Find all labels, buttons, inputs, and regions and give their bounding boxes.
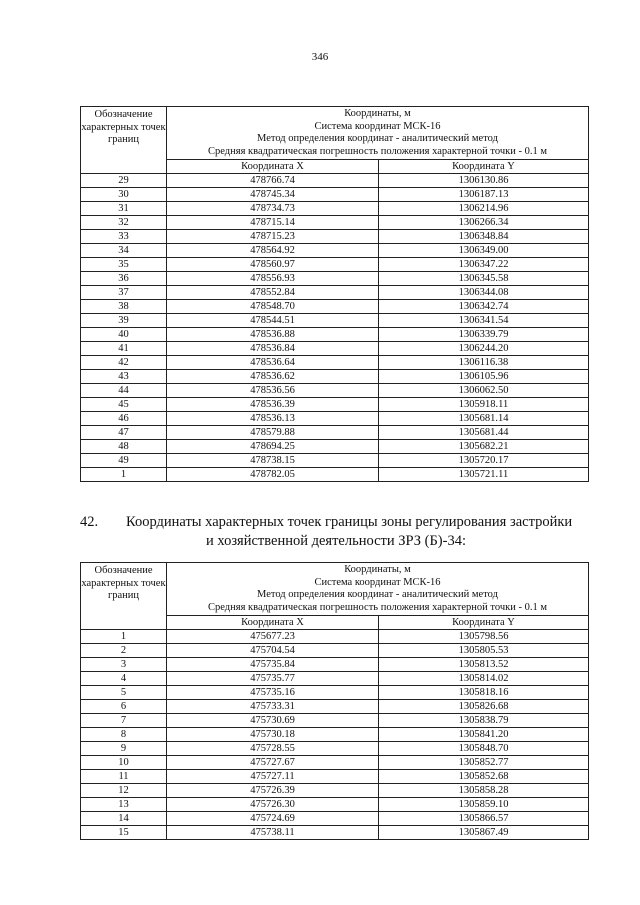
point-number-cell: 30 [81, 188, 167, 202]
table-row [81, 630, 589, 644]
point-number-cell: 31 [81, 202, 167, 216]
point-number-cell: 8 [81, 728, 167, 742]
coordinate-y-cell: 1305805.53 [379, 644, 589, 658]
point-number-cell: 45 [81, 398, 167, 412]
table-row [81, 398, 589, 412]
coordinate-x-cell: 475730.18 [167, 728, 379, 742]
table-row [81, 798, 589, 812]
point-number-cell: 49 [81, 454, 167, 468]
coordinate-x-cell: 475735.77 [167, 672, 379, 686]
coordinate-x-cell: 475704.54 [167, 644, 379, 658]
table-row [81, 658, 589, 672]
coordinate-x-cell: 478738.15 [167, 454, 379, 468]
table-row [81, 272, 589, 286]
coordinate-x-cell: 475730.69 [167, 714, 379, 728]
page-number: 346 [311, 51, 329, 63]
accuracy-note: Средняя квадратическая погрешность положения характерной точки - 0.1 м [208, 145, 547, 157]
table-row [81, 258, 589, 272]
coordinate-y-cell: 1306116.38 [379, 356, 589, 370]
table-row [81, 440, 589, 454]
point-number-cell: 6 [81, 700, 167, 714]
coordinate-y-cell: 1305858.28 [379, 784, 589, 798]
coordinate-x-cell: 478544.51 [167, 314, 379, 328]
table-header-row [81, 107, 589, 160]
coordinate-x-cell: 478536.56 [167, 384, 379, 398]
coordinate-y-cell: 1306130.86 [379, 174, 589, 188]
coordinate-x-cell: 475677.23 [167, 630, 379, 644]
table-row [81, 286, 589, 300]
table-row [81, 384, 589, 398]
point-number-cell: 32 [81, 216, 167, 230]
col-x-header: Координата X [167, 160, 379, 174]
table-row [81, 770, 589, 784]
point-number-cell: 13 [81, 798, 167, 812]
coordinates-header [167, 107, 589, 160]
coordinate-y-cell: 1305814.02 [379, 672, 589, 686]
point-number-cell: 3 [81, 658, 167, 672]
point-number-cell: 36 [81, 272, 167, 286]
coordinate-x-cell: 478734.73 [167, 202, 379, 216]
point-number-cell: 43 [81, 370, 167, 384]
coordinate-x-cell: 478715.23 [167, 230, 379, 244]
coordinates-header [167, 563, 589, 616]
table-row [81, 328, 589, 342]
table-row [81, 468, 589, 482]
point-number-cell: 11 [81, 770, 167, 784]
coordinate-y-cell: 1305867.49 [379, 826, 589, 840]
point-number-cell: 47 [81, 426, 167, 440]
table-row [81, 742, 589, 756]
point-number-cell: 33 [81, 230, 167, 244]
table-row [81, 700, 589, 714]
coordinate-y-cell: 1305818.16 [379, 686, 589, 700]
point-number-cell: 10 [81, 756, 167, 770]
coordinate-y-cell: 1305852.77 [379, 756, 589, 770]
table-row [81, 342, 589, 356]
section-number: 42. [80, 514, 99, 530]
table-row [81, 812, 589, 826]
coordinate-y-cell: 1306341.54 [379, 314, 589, 328]
col-y-header: Координата Y [379, 616, 589, 630]
table-row [81, 370, 589, 384]
coordinates-title: Координаты, м [344, 564, 411, 575]
coordinate-y-cell: 1306214.96 [379, 202, 589, 216]
col-y-header: Координата Y [379, 160, 589, 174]
point-number-cell: 1 [81, 630, 167, 644]
coordinate-y-cell: 1306345.58 [379, 272, 589, 286]
coordinate-system: Система координат МСК-16 [314, 120, 441, 132]
coordinate-y-cell: 1306344.08 [379, 286, 589, 300]
coordinate-y-cell: 1306349.00 [379, 244, 589, 258]
coordinates-title: Координаты, м [344, 108, 411, 119]
point-number-cell: 2 [81, 644, 167, 658]
col-x-header: Координата X [167, 616, 379, 630]
table-row [81, 672, 589, 686]
coordinate-y-cell: 1306339.79 [379, 328, 589, 342]
coordinate-x-cell: 475726.30 [167, 798, 379, 812]
coordinate-x-cell: 478536.62 [167, 370, 379, 384]
table-row [81, 216, 589, 230]
coordinate-x-cell: 478579.88 [167, 426, 379, 440]
table-row [81, 230, 589, 244]
table-row [81, 686, 589, 700]
point-number-cell: 37 [81, 286, 167, 300]
coordinate-x-cell: 478536.13 [167, 412, 379, 426]
coordinate-x-cell: 478564.92 [167, 244, 379, 258]
coordinates-table-1 [80, 106, 589, 482]
point-number-cell: 40 [81, 328, 167, 342]
coordinate-x-cell: 478782.05 [167, 468, 379, 482]
points-label-header: Обозначение характерных точек границ [81, 563, 167, 630]
point-number-cell: 44 [81, 384, 167, 398]
determination-method: Метод определения координат - аналитический метод [257, 133, 498, 144]
point-number-cell: 46 [81, 412, 167, 426]
point-number-cell: 39 [81, 314, 167, 328]
points-label-header: Обозначение характерных точек границ [81, 107, 167, 174]
coordinate-x-cell: 478556.93 [167, 272, 379, 286]
point-number-cell: 4 [81, 672, 167, 686]
coordinates-table-2 [80, 562, 589, 840]
coordinate-y-cell: 1306342.74 [379, 300, 589, 314]
table-row [81, 356, 589, 370]
coordinate-x-cell: 478548.70 [167, 300, 379, 314]
point-number-cell: 38 [81, 300, 167, 314]
coordinate-y-cell: 1305682.21 [379, 440, 589, 454]
coordinate-x-cell: 478536.84 [167, 342, 379, 356]
coordinate-x-cell: 478536.64 [167, 356, 379, 370]
coordinate-y-cell: 1306244.20 [379, 342, 589, 356]
coordinate-x-cell: 475726.39 [167, 784, 379, 798]
coordinate-y-cell: 1305721.11 [379, 468, 589, 482]
table-row [81, 412, 589, 426]
coordinate-y-cell: 1305798.56 [379, 630, 589, 644]
table-row [81, 714, 589, 728]
point-number-cell: 29 [81, 174, 167, 188]
point-number-cell: 34 [81, 244, 167, 258]
point-number-cell: 42 [81, 356, 167, 370]
table-row [81, 756, 589, 770]
coordinate-y-cell: 1306105.96 [379, 370, 589, 384]
table-row [81, 202, 589, 216]
table-row [81, 244, 589, 258]
coordinate-y-cell: 1305848.70 [379, 742, 589, 756]
point-number-cell: 41 [81, 342, 167, 356]
coordinate-x-cell: 478694.25 [167, 440, 379, 454]
point-number-cell: 35 [81, 258, 167, 272]
coordinate-y-cell: 1306347.22 [379, 258, 589, 272]
table-row [81, 188, 589, 202]
coordinate-x-cell: 478560.97 [167, 258, 379, 272]
coordinate-x-cell: 475733.31 [167, 700, 379, 714]
coordinate-x-cell: 478552.84 [167, 286, 379, 300]
point-number-cell: 1 [81, 468, 167, 482]
table-row [81, 174, 589, 188]
point-number-cell: 7 [81, 714, 167, 728]
point-number-cell: 48 [81, 440, 167, 454]
section-title-line-1: Координаты характерных точек границы зоны регулирования застройки [126, 514, 573, 530]
coordinate-x-cell: 475728.55 [167, 742, 379, 756]
coordinate-y-cell: 1305838.79 [379, 714, 589, 728]
coordinate-y-cell: 1306187.13 [379, 188, 589, 202]
table-row [81, 454, 589, 468]
table-row [81, 826, 589, 840]
coordinate-y-cell: 1305852.68 [379, 770, 589, 784]
coordinate-x-cell: 478766.74 [167, 174, 379, 188]
coordinate-x-cell: 478536.88 [167, 328, 379, 342]
determination-method: Метод определения координат - аналитический метод [257, 589, 498, 600]
table-row [81, 426, 589, 440]
coordinate-x-cell: 475735.16 [167, 686, 379, 700]
coordinate-x-cell: 475727.11 [167, 770, 379, 784]
coordinate-y-cell: 1305681.44 [379, 426, 589, 440]
table-header-row [81, 563, 589, 616]
coordinate-x-cell: 478745.34 [167, 188, 379, 202]
point-number-cell: 14 [81, 812, 167, 826]
coordinate-y-cell: 1305841.20 [379, 728, 589, 742]
coordinate-y-cell: 1305826.68 [379, 700, 589, 714]
coordinate-x-cell: 475735.84 [167, 658, 379, 672]
coordinate-y-cell: 1305866.57 [379, 812, 589, 826]
point-number-cell: 5 [81, 686, 167, 700]
coordinate-y-cell: 1305918.11 [379, 398, 589, 412]
point-number-cell: 15 [81, 826, 167, 840]
coordinate-y-cell: 1305681.14 [379, 412, 589, 426]
table-row [81, 644, 589, 658]
coordinate-x-cell: 475738.11 [167, 826, 379, 840]
coordinate-x-cell: 475724.69 [167, 812, 379, 826]
coordinate-y-cell: 1306266.34 [379, 216, 589, 230]
accuracy-note: Средняя квадратическая погрешность положения характерной точки - 0.1 м [208, 601, 547, 613]
coordinate-x-cell: 475727.67 [167, 756, 379, 770]
coordinate-x-cell: 478536.39 [167, 398, 379, 412]
point-number-cell: 12 [81, 784, 167, 798]
point-number-cell: 9 [81, 742, 167, 756]
table-row [81, 314, 589, 328]
coordinate-y-cell: 1305813.52 [379, 658, 589, 672]
section-title-line-2: и хозяйственной деятельности ЗРЗ (Б)-34: [206, 533, 466, 549]
coordinate-y-cell: 1306348.84 [379, 230, 589, 244]
table-row [81, 784, 589, 798]
coordinate-y-cell: 1305859.10 [379, 798, 589, 812]
coordinate-system: Система координат МСК-16 [314, 576, 441, 588]
coordinate-x-cell: 478715.14 [167, 216, 379, 230]
table-row [81, 300, 589, 314]
coordinate-y-cell: 1306062.50 [379, 384, 589, 398]
table-row [81, 728, 589, 742]
coordinate-y-cell: 1305720.17 [379, 454, 589, 468]
